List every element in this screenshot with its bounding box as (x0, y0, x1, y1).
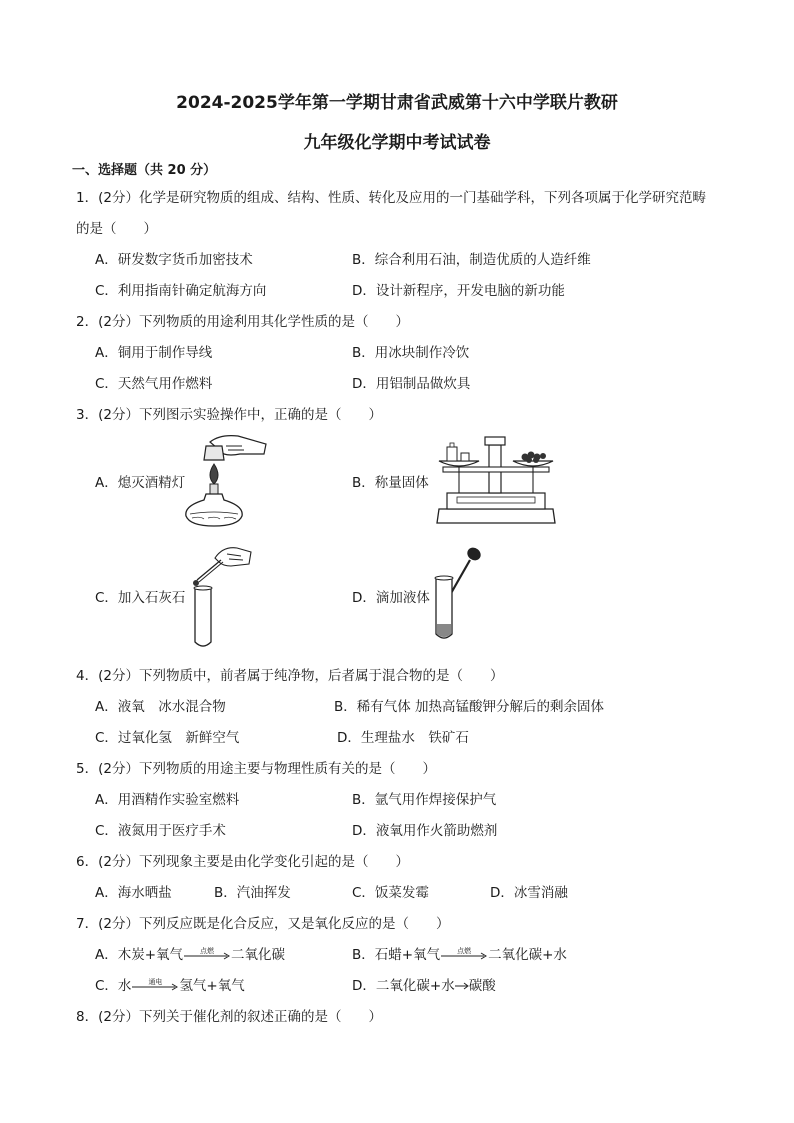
title-line-1: 2024-2025学年第一学期甘肃省武威第十六中学联片教研 (176, 93, 618, 113)
balance-scale-figure (433, 433, 558, 525)
q1-option-a: A．研发数字货币加密技术 (95, 252, 253, 268)
section-heading: 一、选择题（共 20 分） (72, 163, 217, 178)
reaction-condition: 通电 (148, 978, 163, 986)
q7-option-d (352, 977, 496, 995)
q4-option-c: C．过氧化氢 新鲜空气 (95, 730, 240, 746)
q2-stem: 2．(2分）下列物质的用途利用其化学性质的是（ ） (76, 314, 409, 330)
q1-option-b: B．综合利用石油，制造优质的人造纤维 (352, 252, 591, 268)
title-line-2: 九年级化学期中考试试卷 (303, 133, 491, 153)
q3-option-b: B．称量固体 (352, 475, 429, 491)
q7-c-reactants: C．水 (95, 978, 132, 994)
q7-option-b (352, 946, 567, 964)
q1-stem: 1．(2分）化学是研究物质的组成、结构、性质、转化及应用的一门基础学科，下列各项属于化学研究范畴 (76, 190, 706, 206)
q1-option-d: D．设计新程序，开发电脑的新功能 (352, 283, 565, 299)
q6-option-b: B．汽油挥发 (214, 885, 291, 901)
q3-option-a: A．熄灭酒精灯 (95, 475, 186, 491)
reaction-condition: 点燃 (200, 947, 215, 955)
q4-option-a: A．液氧 冰水混合物 (95, 699, 226, 715)
reaction-condition: 点燃 (457, 947, 472, 955)
q5-option-b: B．氩气用作焊接保护气 (352, 792, 497, 808)
q7-b-products: 二氧化碳+水 (488, 947, 567, 963)
q1-stem-cont: 的是（ ） (76, 221, 157, 237)
q6-option-c: C．饭菜发霉 (352, 885, 429, 901)
arrow-icon (441, 952, 487, 960)
q7-option-c (95, 977, 245, 995)
reaction-arrow (184, 949, 230, 961)
q6-stem: 6．(2分）下列现象主要是由化学变化引起的是（ ） (76, 854, 409, 870)
q5-option-a: A．用酒精作实验室燃料 (95, 792, 240, 808)
q3-option-c: C．加入石灰石 (95, 590, 186, 606)
q2-option-c: C．天然气用作燃料 (95, 376, 213, 392)
q7-c-products: 氢气+氧气 (179, 978, 245, 994)
q6-option-a: A．海水晒盐 (95, 885, 172, 901)
q6-option-d: D．冰雪消融 (490, 885, 568, 901)
q2-option-d: D．用铝制品做炊具 (352, 376, 471, 392)
reaction-arrow (441, 949, 487, 961)
q7-d-products: 碳酸 (468, 978, 496, 994)
q5-option-c: C．液氮用于医疗手术 (95, 823, 226, 839)
q7-a-products: 二氧化碳 (231, 947, 286, 963)
reaction-arrow (132, 980, 178, 992)
q3-stem: 3．(2分）下列图示实验操作中，正确的是（ ） (76, 407, 382, 423)
test-tube-limestone-figure (185, 544, 255, 650)
q4-option-b: B．稀有气体 加热高锰酸钾分解后的剩余固体 (334, 699, 605, 715)
q7-option-a (95, 946, 285, 964)
arrow-icon (132, 983, 178, 991)
q7-b-reactants: B．石蜡+氧气 (352, 947, 441, 963)
q1-option-c: C．利用指南针确定航海方向 (95, 283, 267, 299)
q7-a-reactants: A．木炭+氧气 (95, 947, 184, 963)
q3-option-d: D．滴加液体 (352, 590, 430, 606)
q5-stem: 5．(2分）下列物质的用途主要与物理性质有关的是（ ） (76, 761, 436, 777)
q2-option-a: A．铜用于制作导线 (95, 345, 213, 361)
q7-d-reactants: D．二氧化碳+水 (352, 978, 455, 994)
alcohol-lamp-figure (180, 432, 270, 530)
q8-stem: 8．(2分）下列关于催化剂的叙述正确的是（ ） (76, 1009, 382, 1025)
test-tube-dropper-figure (430, 544, 486, 644)
arrow-icon (455, 982, 469, 990)
q2-option-b: B．用冰块制作冷饮 (352, 345, 470, 361)
q4-option-d: D．生理盐水 铁矿石 (337, 730, 469, 746)
q7-stem: 7．(2分）下列反应既是化合反应，又是氧化反应的是（ ） (76, 916, 450, 932)
q4-stem: 4．(2分）下列物质中，前者属于纯净物，后者属于混合物的是（ ） (76, 668, 504, 684)
q5-option-d: D．液氧用作火箭助燃剂 (352, 823, 498, 839)
arrow-icon (184, 952, 230, 960)
